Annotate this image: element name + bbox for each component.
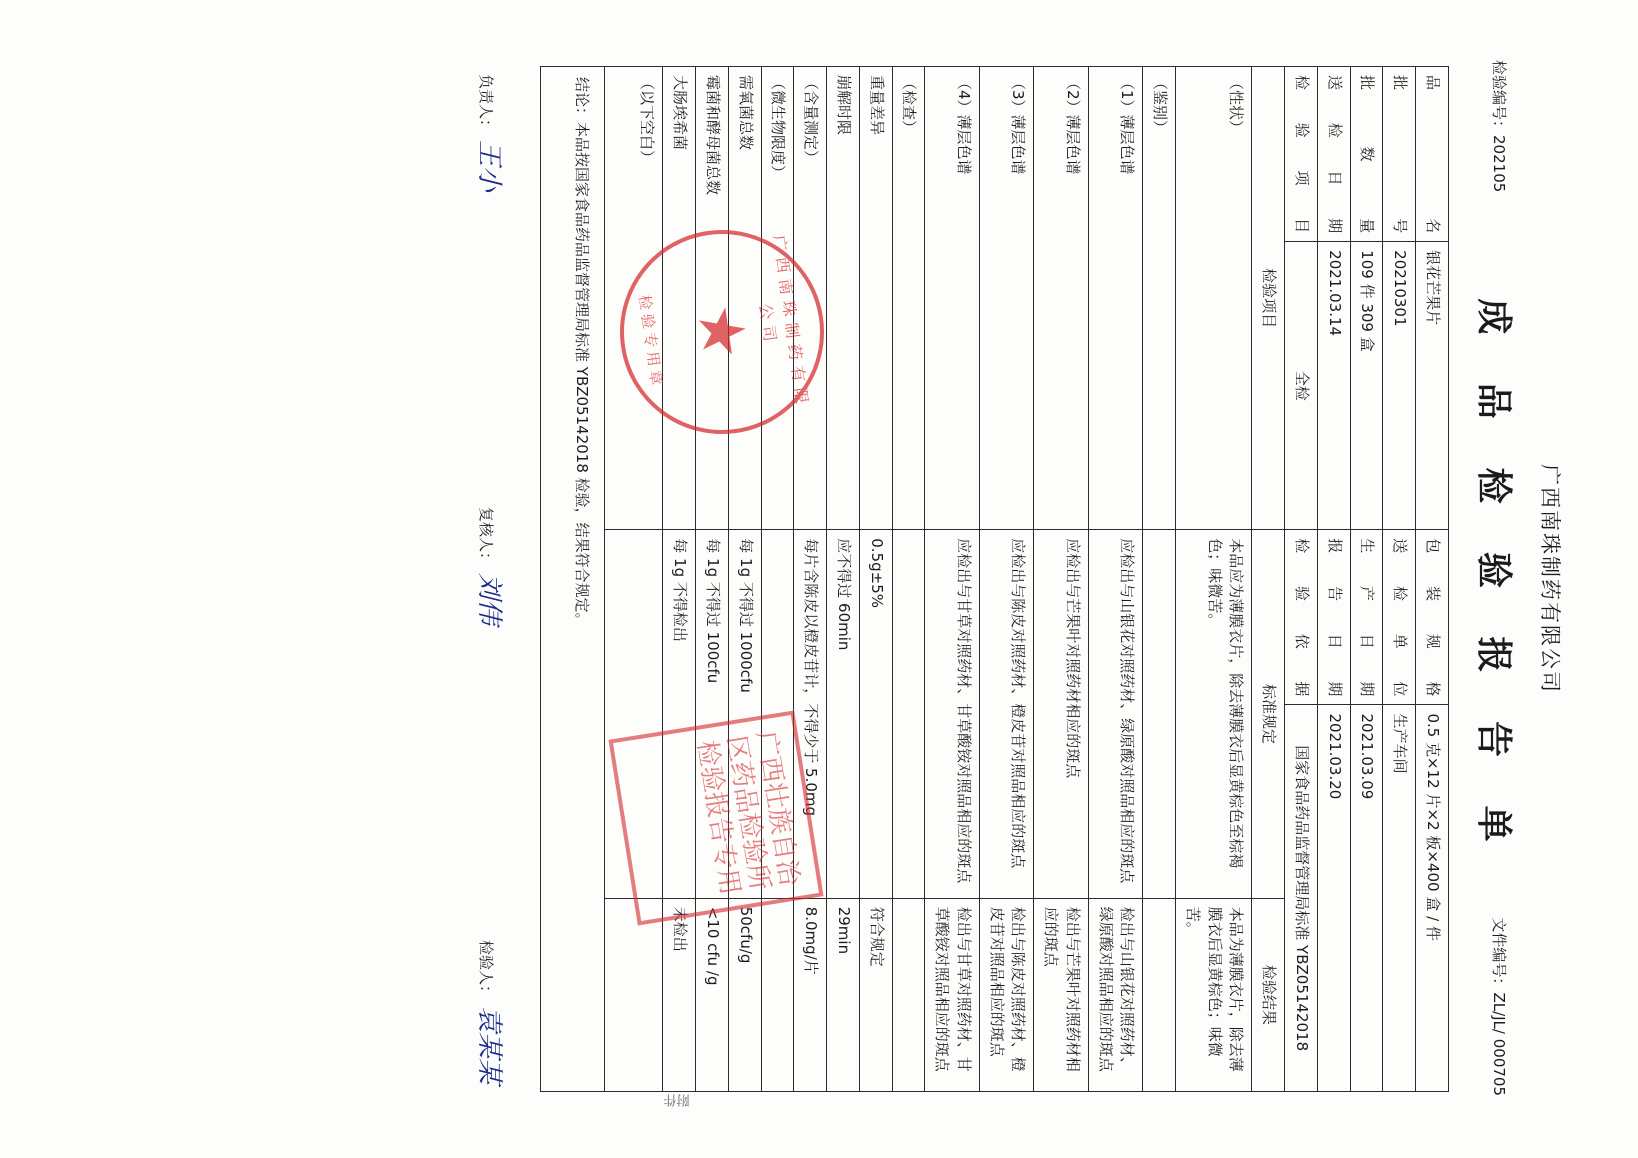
table-row xyxy=(1318,67,1351,1092)
row-standard: 应检出与甘草对照药材、甘草酸铵对照品相应的斑点 xyxy=(925,530,980,898)
submitting-unit-value: 生产车间 xyxy=(1383,705,1416,1092)
report-date-label: 报告日期 xyxy=(1318,530,1351,705)
row-item: （2）薄层色谱 xyxy=(1034,67,1089,530)
page-title: 成 品 检 验 报 告 单 xyxy=(1473,298,1515,860)
row-result: 未检出 xyxy=(663,898,696,1091)
rotated-paper xyxy=(54,34,1584,1124)
row-result xyxy=(1143,898,1176,1091)
row-result: 本品为薄膜衣片，除去薄膜衣后显黄棕色；味微苦。 xyxy=(1176,898,1252,1091)
reviewer-signature-value: 刘伟 xyxy=(474,573,505,626)
document-number-value: ZL/JL/ 000705 xyxy=(1490,992,1508,1096)
signature-row xyxy=(474,66,511,1092)
seal-top-text: 广西南珠制药有限公司 xyxy=(755,233,813,411)
table-row xyxy=(1252,67,1285,1092)
batch-no-value: 20210301 xyxy=(1383,242,1416,530)
row-result: <10 cfu /g xyxy=(696,898,729,1091)
inspector-signature-value: 袁某某 xyxy=(474,1005,505,1084)
inspection-items-scope: 全检 xyxy=(1285,242,1318,530)
row-item: （以下空白） xyxy=(605,67,663,530)
table-row xyxy=(1176,67,1252,1092)
batch-no-label: 批 号 xyxy=(1383,67,1416,242)
table-row xyxy=(1034,67,1089,1092)
row-standard: 应检出与芒果叶对照药材相应的斑点 xyxy=(1034,530,1089,898)
row-standard: 0.5g±5% xyxy=(860,530,893,898)
package-spec-label: 包装规格 xyxy=(1416,530,1449,705)
owner-signature-value: 王小 xyxy=(474,140,505,193)
seal-bottom-text: 检验专用章 xyxy=(635,293,667,391)
row-item: 需氧菌总数 xyxy=(729,67,762,530)
row-result: 检出与陈皮对照药材、橙皮苷对照品相应的斑点 xyxy=(980,898,1035,1091)
row-result: 检出与芒果叶对照药材相应的斑点 xyxy=(1034,898,1089,1091)
company-name: 广西南珠制药有限公司 xyxy=(1538,464,1562,694)
table-row xyxy=(729,67,762,1092)
table-row xyxy=(1416,67,1449,1092)
row-result: 检出与山银花对照药材、绿原酸对照品相应的斑点 xyxy=(1089,898,1144,1091)
batch-qty-value: 109 件 309 盒 xyxy=(1350,242,1383,530)
row-item: （含量测定） xyxy=(794,67,827,530)
report-number-label: 检验编号： xyxy=(1490,60,1508,136)
report-number xyxy=(1489,60,1510,192)
row-item: 重量差异 xyxy=(860,67,893,530)
row-result: 50cfu/g xyxy=(729,898,762,1091)
submitting-unit-label: 送检单位 xyxy=(1383,530,1416,705)
row-standard: 应检出与陈皮对照药材、橙皮苷对照品相应的斑点 xyxy=(980,530,1035,898)
table-row xyxy=(1350,67,1383,1092)
inspector-label: 检验人： xyxy=(477,939,496,1000)
production-date-value: 2021.03.09 xyxy=(1350,705,1383,1092)
col-header-item: 检验项目 xyxy=(1252,67,1285,530)
owner-signature xyxy=(474,74,511,192)
table-row xyxy=(794,67,827,1092)
document-number-label: 文件编号： xyxy=(1490,917,1508,993)
document-number xyxy=(1489,917,1510,1096)
table-row xyxy=(1143,67,1176,1092)
table-row xyxy=(663,67,696,1092)
table-row xyxy=(860,67,893,1092)
row-standard: 应不得过 60min xyxy=(827,530,860,898)
report-page xyxy=(36,34,1566,1124)
row-result xyxy=(605,898,663,1091)
row-result xyxy=(761,898,794,1091)
inspection-items-header: 检验项目 xyxy=(1285,67,1318,242)
row-result xyxy=(892,898,925,1091)
table-row xyxy=(1089,67,1144,1092)
row-standard: 本品应为薄膜衣片，除去薄膜衣后显黄棕色至棕褐色；味微苦。 xyxy=(1176,530,1252,898)
inspector-signature xyxy=(474,940,511,1084)
production-date-label: 生产日期 xyxy=(1350,530,1383,705)
conclusion-text: 本品按国家食品药品监督管理局标准 YBZ05142018 检验，结果符合规定。 xyxy=(573,122,592,628)
row-standard: 每 1g 不得过 1000cfu xyxy=(729,530,762,898)
col-header-standard: 标准规定 xyxy=(1252,530,1285,898)
row-result: 29min xyxy=(827,898,860,1091)
row-item: （性状） xyxy=(1176,67,1252,530)
inspection-basis-label: 检验依据 xyxy=(1285,530,1318,705)
row-item: （3）薄层色谱 xyxy=(980,67,1035,530)
table-row xyxy=(1383,67,1416,1092)
row-item: 大肠埃希菌 xyxy=(663,67,696,530)
page-edge-note: 附件 xyxy=(663,1091,690,1107)
row-item: （微生物限度） xyxy=(761,67,794,530)
submit-date-value: 2021.03.14 xyxy=(1318,242,1351,530)
owner-label: 负责人： xyxy=(477,74,496,135)
row-result: 符合规定 xyxy=(860,898,893,1091)
row-item: （1）薄层色谱 xyxy=(1089,67,1144,530)
table-row xyxy=(1285,67,1318,1092)
inspection-institute-stamp: 广西壮族自治区药品检验所 检验报告专用 xyxy=(608,710,823,925)
submit-date-label: 送检日期 xyxy=(1318,67,1351,242)
table-row xyxy=(605,67,663,1092)
row-item: （4）薄层色谱 xyxy=(925,67,980,530)
info-table xyxy=(605,66,1450,1092)
inspection-basis-value: 国家食品药品监督管理局标准 YBZ05142018 xyxy=(1285,705,1318,1092)
row-item: （鉴别） xyxy=(1143,67,1176,530)
row-item: 霉菌和酵母菌总数 xyxy=(696,67,729,530)
row-result: 8.0mg/片 xyxy=(794,898,827,1091)
row-standard: 每 1g 不得检出 xyxy=(663,530,696,898)
table-row xyxy=(980,67,1035,1092)
table-row xyxy=(696,67,729,1092)
row-item: 崩解时限 xyxy=(827,67,860,530)
row-standard: 应检出与山银花对照药材、绿原酸对照品相应的斑点 xyxy=(1089,530,1144,898)
package-spec-value: 0.5 克×12 片×2 板×400 盒 / 件 xyxy=(1416,705,1449,1092)
reviewer-signature xyxy=(474,507,511,625)
conclusion-block xyxy=(541,66,605,1092)
report-number-value: 202105 xyxy=(1490,135,1508,193)
col-header-result: 检验结果 xyxy=(1252,898,1285,1091)
row-standard: 每片含陈皮以橙皮苷计，不得少于 5.0mg xyxy=(794,530,827,898)
row-standard xyxy=(892,530,925,898)
table-row xyxy=(892,67,925,1092)
row-result: 检出与甘草对照药材、甘草酸铵对照品相应的斑点 xyxy=(925,898,980,1091)
table-row xyxy=(761,67,794,1092)
row-item: （检查） xyxy=(892,67,925,530)
reviewer-label: 复核人： xyxy=(477,506,496,567)
product-name-value: 银花芒果片 xyxy=(1416,242,1449,530)
row-standard xyxy=(1143,530,1176,898)
table-row xyxy=(827,67,860,1092)
report-date-value: 2021.03.20 xyxy=(1318,705,1351,1092)
table-row xyxy=(925,67,980,1092)
batch-qty-label: 批 数 量 xyxy=(1350,67,1383,242)
star-icon: ★ xyxy=(682,299,763,365)
product-name-label: 品 名 xyxy=(1416,67,1449,242)
conclusion-label: 结论： xyxy=(573,77,592,123)
row-standard: 每 1g 不得过 100cfu xyxy=(696,530,729,898)
